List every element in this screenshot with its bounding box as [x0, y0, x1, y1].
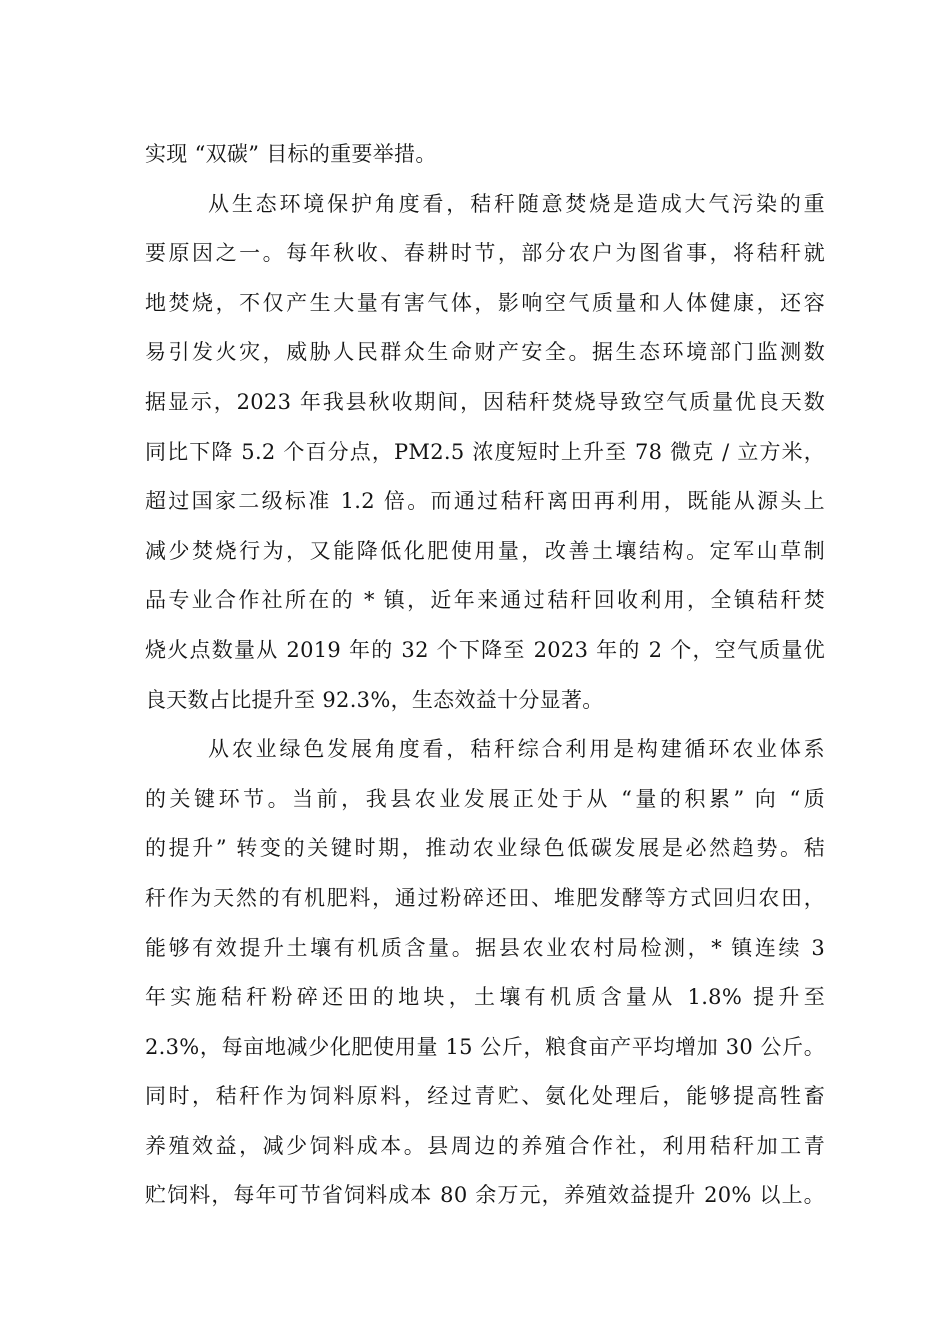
- text-line: 超过国家二级标准 1.2 倍。而通过秸秆离田再利用，既能从源头上: [145, 489, 825, 514]
- text-line: 要原因之一。每年秋收、春耕时节，部分农户为图省事，将秸秆就: [145, 241, 825, 266]
- text-line: 同比下降 5.2 个百分点，PM2.5 浓度短时上升至 78 微克 / 立方米，: [145, 439, 825, 464]
- text-line: 良天数占比提升至 92.3%，生态效益十分显著。: [145, 687, 604, 712]
- text-line: 的提升” 转变的关键时期，推动农业绿色低碳发展是必然趋势。秸: [145, 836, 825, 861]
- text-line: 品专业合作社所在的 * 镇，近年来通过秸秆回收利用，全镇秸秆焚: [145, 588, 825, 613]
- text-line: 养殖效益，减少饲料成本。县周边的养殖合作社，利用秸秆加工青: [145, 1133, 825, 1158]
- text-line: 的关键环节。当前，我县农业发展正处于从 “量的积累” 向 “质: [145, 786, 825, 811]
- text-line: 易引发火灾，威胁人民群众生命财产安全。据生态环境部门监测数: [145, 340, 825, 365]
- text-line: 实现 “双碳” 目标的重要举措。: [145, 142, 437, 166]
- text-line: 秆作为天然的有机肥料，通过粉碎还田、堆肥发酵等方式回归农田，: [145, 885, 825, 910]
- text-line: 减少焚烧行为，又能降低化肥使用量，改善土壤结构。定军山草制: [145, 538, 825, 563]
- text-line: 烧火点数量从 2019 年的 32 个下降至 2023 年的 2 个，空气质量优: [145, 637, 825, 662]
- text-line: 据显示，2023 年我县秋收期间，因秸秆焚烧导致空气质量优良天数: [145, 389, 825, 414]
- paragraph-first-line: 从农业绿色发展角度看，秸秆综合利用是构建循环农业体系: [208, 737, 825, 762]
- text-line: 贮饲料，每年可节省饲料成本 80 余万元，养殖效益提升 20% 以上。: [145, 1183, 825, 1208]
- text-line: 地焚烧，不仅产生大量有害气体，影响空气质量和人体健康，还容: [145, 290, 825, 315]
- text-line: 2.3%，每亩地减少化肥使用量 15 公斤，粮食亩产平均增加 30 公斤。: [145, 1034, 825, 1059]
- paragraph-first-line: 从生态环境保护角度看，秸秆随意焚烧是造成大气污染的重: [208, 191, 825, 216]
- text-line: 能够有效提升土壤有机质含量。据县农业农村局检测，* 镇连续 3: [145, 935, 825, 960]
- text-line: 年实施秸秆粉碎还田的地块，土壤有机质含量从 1.8% 提升至: [145, 985, 825, 1010]
- body-text: [145, 130, 825, 1221]
- text-line: 同时，秸秆作为饲料原料，经过青贮、氨化处理后，能够提高牲畜: [145, 1084, 825, 1109]
